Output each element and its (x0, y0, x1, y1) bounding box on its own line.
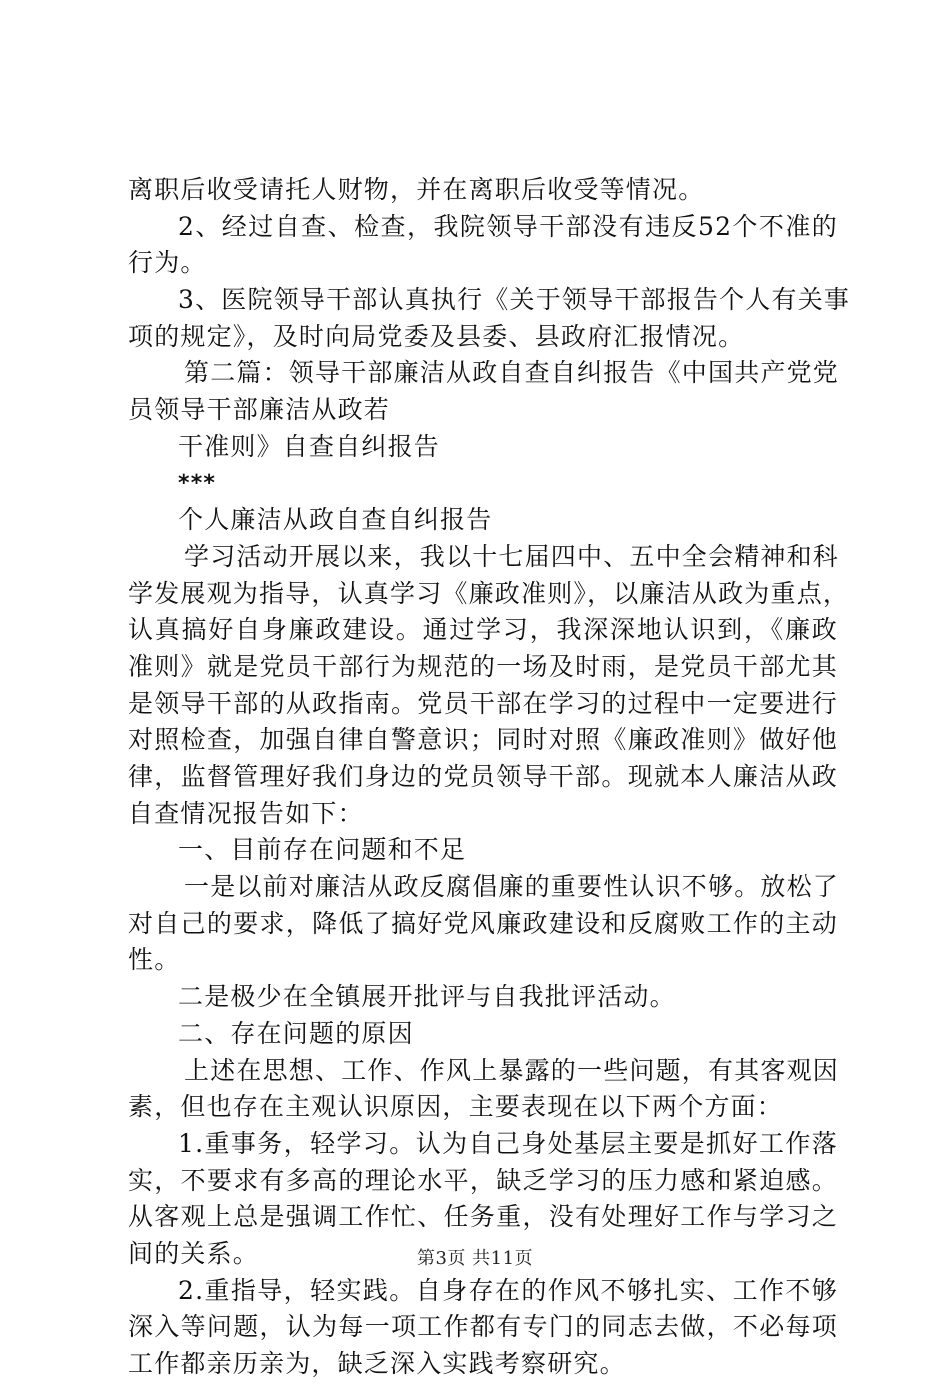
separator-stars: *** (178, 470, 217, 496)
text-line: 2.重指导，轻实践。自身存在的作风不够扎实、工作不够 (178, 1275, 838, 1305)
text-line: 认真搞好自身廉政建设。通过学习，我深深地认识到，《廉政 (128, 615, 838, 645)
document-body (128, 172, 851, 1383)
text-line: 从客观上总是强调工作忙、任务重，没有处理好工作与学习之 (128, 1202, 838, 1232)
text-line: 3、医院领导干部认真执行《关于领导干部报告个人有关事 (178, 285, 851, 315)
report-title: 个人廉洁从政自查自纠报告 (178, 505, 493, 535)
text-line: 律，监督管理好我们身边的党员领导干部。现就本人廉洁从政 (128, 762, 838, 791)
text-line: 对自己的要求，降低了搞好党风廉政建设和反腐败工作的主动 (128, 908, 838, 938)
text-line: 离职后收受请托人财物，并在离职后收受等情况。 (128, 175, 705, 204)
page-footer: 第3页 共11页 (416, 1248, 534, 1269)
text-line: 素，但也存在主观认识原因，主要表现在以下两个方面： (128, 1092, 784, 1122)
text-line: 性。 (128, 945, 181, 975)
text-line: 一是以前对廉洁从政反腐倡廉的重要性认识不够。放松了 (184, 872, 840, 902)
text-line: 项的规定》，及时向局党委及县委、县政府汇报情况。 (128, 321, 745, 351)
text-line: 工作都亲历亲为，缺乏深入实践考察研究。 (128, 1349, 626, 1378)
text-line: 是领导干部的从政指南。党员干部在学习的过程中一定要进行 (128, 688, 838, 718)
text-line: 间的关系。 (128, 1238, 260, 1268)
text-line: 上述在思想、工作、作风上暴露的一些问题，有其客观因 (184, 1055, 840, 1085)
subheading-line: 二、存在问题的原因 (178, 1018, 414, 1048)
text-line: 二是极少在全镇展开批评与自我批评活动。 (178, 982, 676, 1012)
section-heading-line: 员领导干部廉洁从政若 (128, 395, 391, 425)
subheading-line: 一、目前存在问题和不足 (178, 835, 467, 865)
text-line: 1.重事务，轻学习。认为自己身处基层主要是抓好工作落 (178, 1128, 838, 1158)
section-heading-line: 干准则》自查自纠报告 (178, 431, 441, 461)
text-line: 自查情况报告如下： (128, 798, 364, 828)
text-line: 深入等问题，认为每一项工作都有专门的同志去做，不必每项 (128, 1312, 838, 1342)
text-line: 学习活动开展以来，我以十七届四中、五中全会精神和科 (184, 541, 840, 571)
text-line: 2、经过自查、检查，我院领导干部没有违反52个不准的 (178, 211, 838, 241)
text-line: 准则》就是党员干部行为规范的一场及时雨，是党员干部尤其 (128, 651, 838, 681)
text-line: 实，不要求有多高的理论水平，缺乏学习的压力感和紧迫感。 (128, 1165, 838, 1195)
text-line: 学发展观为指导，认真学习《廉政准则》，以廉洁从政为重点， (128, 578, 850, 608)
text-line: 行为。 (128, 248, 207, 278)
section-heading-line: 第二篇：领导干部廉洁从政自查自纠报告《中国共产党党 (184, 358, 840, 388)
text-line: 对照检查，加强自律自警意识；同时对照《廉政准则》做好他 (128, 725, 838, 755)
